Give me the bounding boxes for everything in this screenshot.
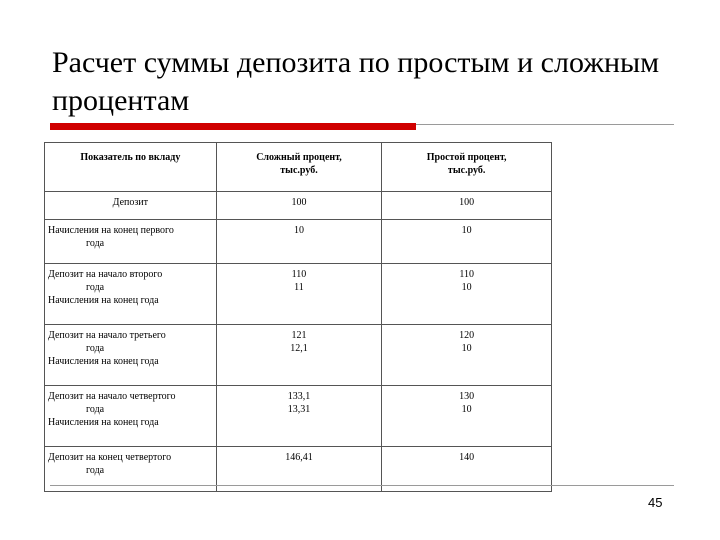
simple-value: 10	[461, 343, 472, 354]
table-row	[45, 192, 552, 220]
simple-value: 10	[461, 282, 472, 293]
simple-cell	[382, 264, 552, 325]
row-label	[45, 386, 217, 447]
compound-value: 110	[291, 269, 307, 280]
row-label-line: Начисления на конец года	[48, 417, 159, 428]
compound-value: 146,41	[285, 452, 313, 463]
header-simple	[382, 143, 552, 192]
row-label-line: года	[86, 465, 105, 476]
simple-cell	[382, 220, 552, 264]
simple-value: 100	[459, 197, 475, 208]
compound-cell	[216, 386, 382, 447]
row-label-line: Депозит на начало третьего	[48, 330, 166, 341]
row-label	[45, 220, 217, 264]
row-label-line: Начисления на конец года	[48, 356, 159, 367]
footer-divider	[50, 485, 674, 486]
simple-value: 130	[459, 391, 475, 402]
table-row	[45, 264, 552, 325]
row-label-line: Депозит на начало четвертого	[48, 391, 176, 402]
header-indicator-label: Показатель по вкладу	[80, 152, 181, 163]
row-label	[45, 264, 217, 325]
row-label-line: года	[86, 343, 105, 354]
simple-value: 10	[461, 225, 472, 236]
compound-cell	[216, 264, 382, 325]
simple-value: 110	[459, 269, 474, 280]
row-label-line: Депозит на конец четвертого	[48, 452, 172, 463]
compound-cell	[216, 325, 382, 386]
page-number: 45	[648, 495, 663, 510]
compound-value: 10	[294, 225, 304, 236]
deposit-table	[44, 142, 552, 492]
table-row	[45, 220, 552, 264]
slide-title: Расчет суммы депозита по простым и сложным процентам	[52, 46, 660, 117]
compound-value: 13,31	[287, 404, 311, 415]
simple-value: 120	[459, 330, 475, 341]
simple-value: 10	[461, 404, 472, 415]
compound-cell	[216, 220, 382, 264]
row-label-line: Депозит	[112, 197, 149, 208]
row-label-line: Начисления на конец первого	[48, 225, 174, 236]
row-label-line: Депозит на начало второго	[48, 269, 163, 280]
compound-cell	[216, 192, 382, 220]
row-label-line: года	[86, 238, 105, 249]
header-indicator	[45, 143, 217, 192]
header-simple-line1: Простой процент,	[426, 152, 507, 163]
header-simple-line2: тыс.руб.	[447, 165, 486, 176]
row-label-line: года	[86, 404, 105, 415]
compound-value: 133,1	[287, 391, 311, 402]
simple-value: 140	[459, 452, 475, 463]
header-compound	[216, 143, 382, 192]
title-accent-bar	[50, 123, 416, 130]
table-row	[45, 386, 552, 447]
header-compound-line2: тыс.руб.	[280, 165, 318, 176]
row-label	[45, 325, 217, 386]
row-label-line: Начисления на конец года	[48, 295, 159, 306]
row-label	[45, 192, 217, 220]
table-header-row	[45, 143, 552, 192]
header-compound-line1: Сложный процент,	[256, 152, 342, 163]
compound-value: 12,1	[290, 343, 308, 354]
table-row	[45, 325, 552, 386]
simple-cell	[382, 192, 552, 220]
simple-cell	[382, 325, 552, 386]
compound-value: 11	[294, 282, 304, 293]
simple-cell	[382, 386, 552, 447]
compound-value: 121	[291, 330, 307, 341]
row-label-line: года	[86, 282, 105, 293]
compound-value: 100	[291, 197, 307, 208]
